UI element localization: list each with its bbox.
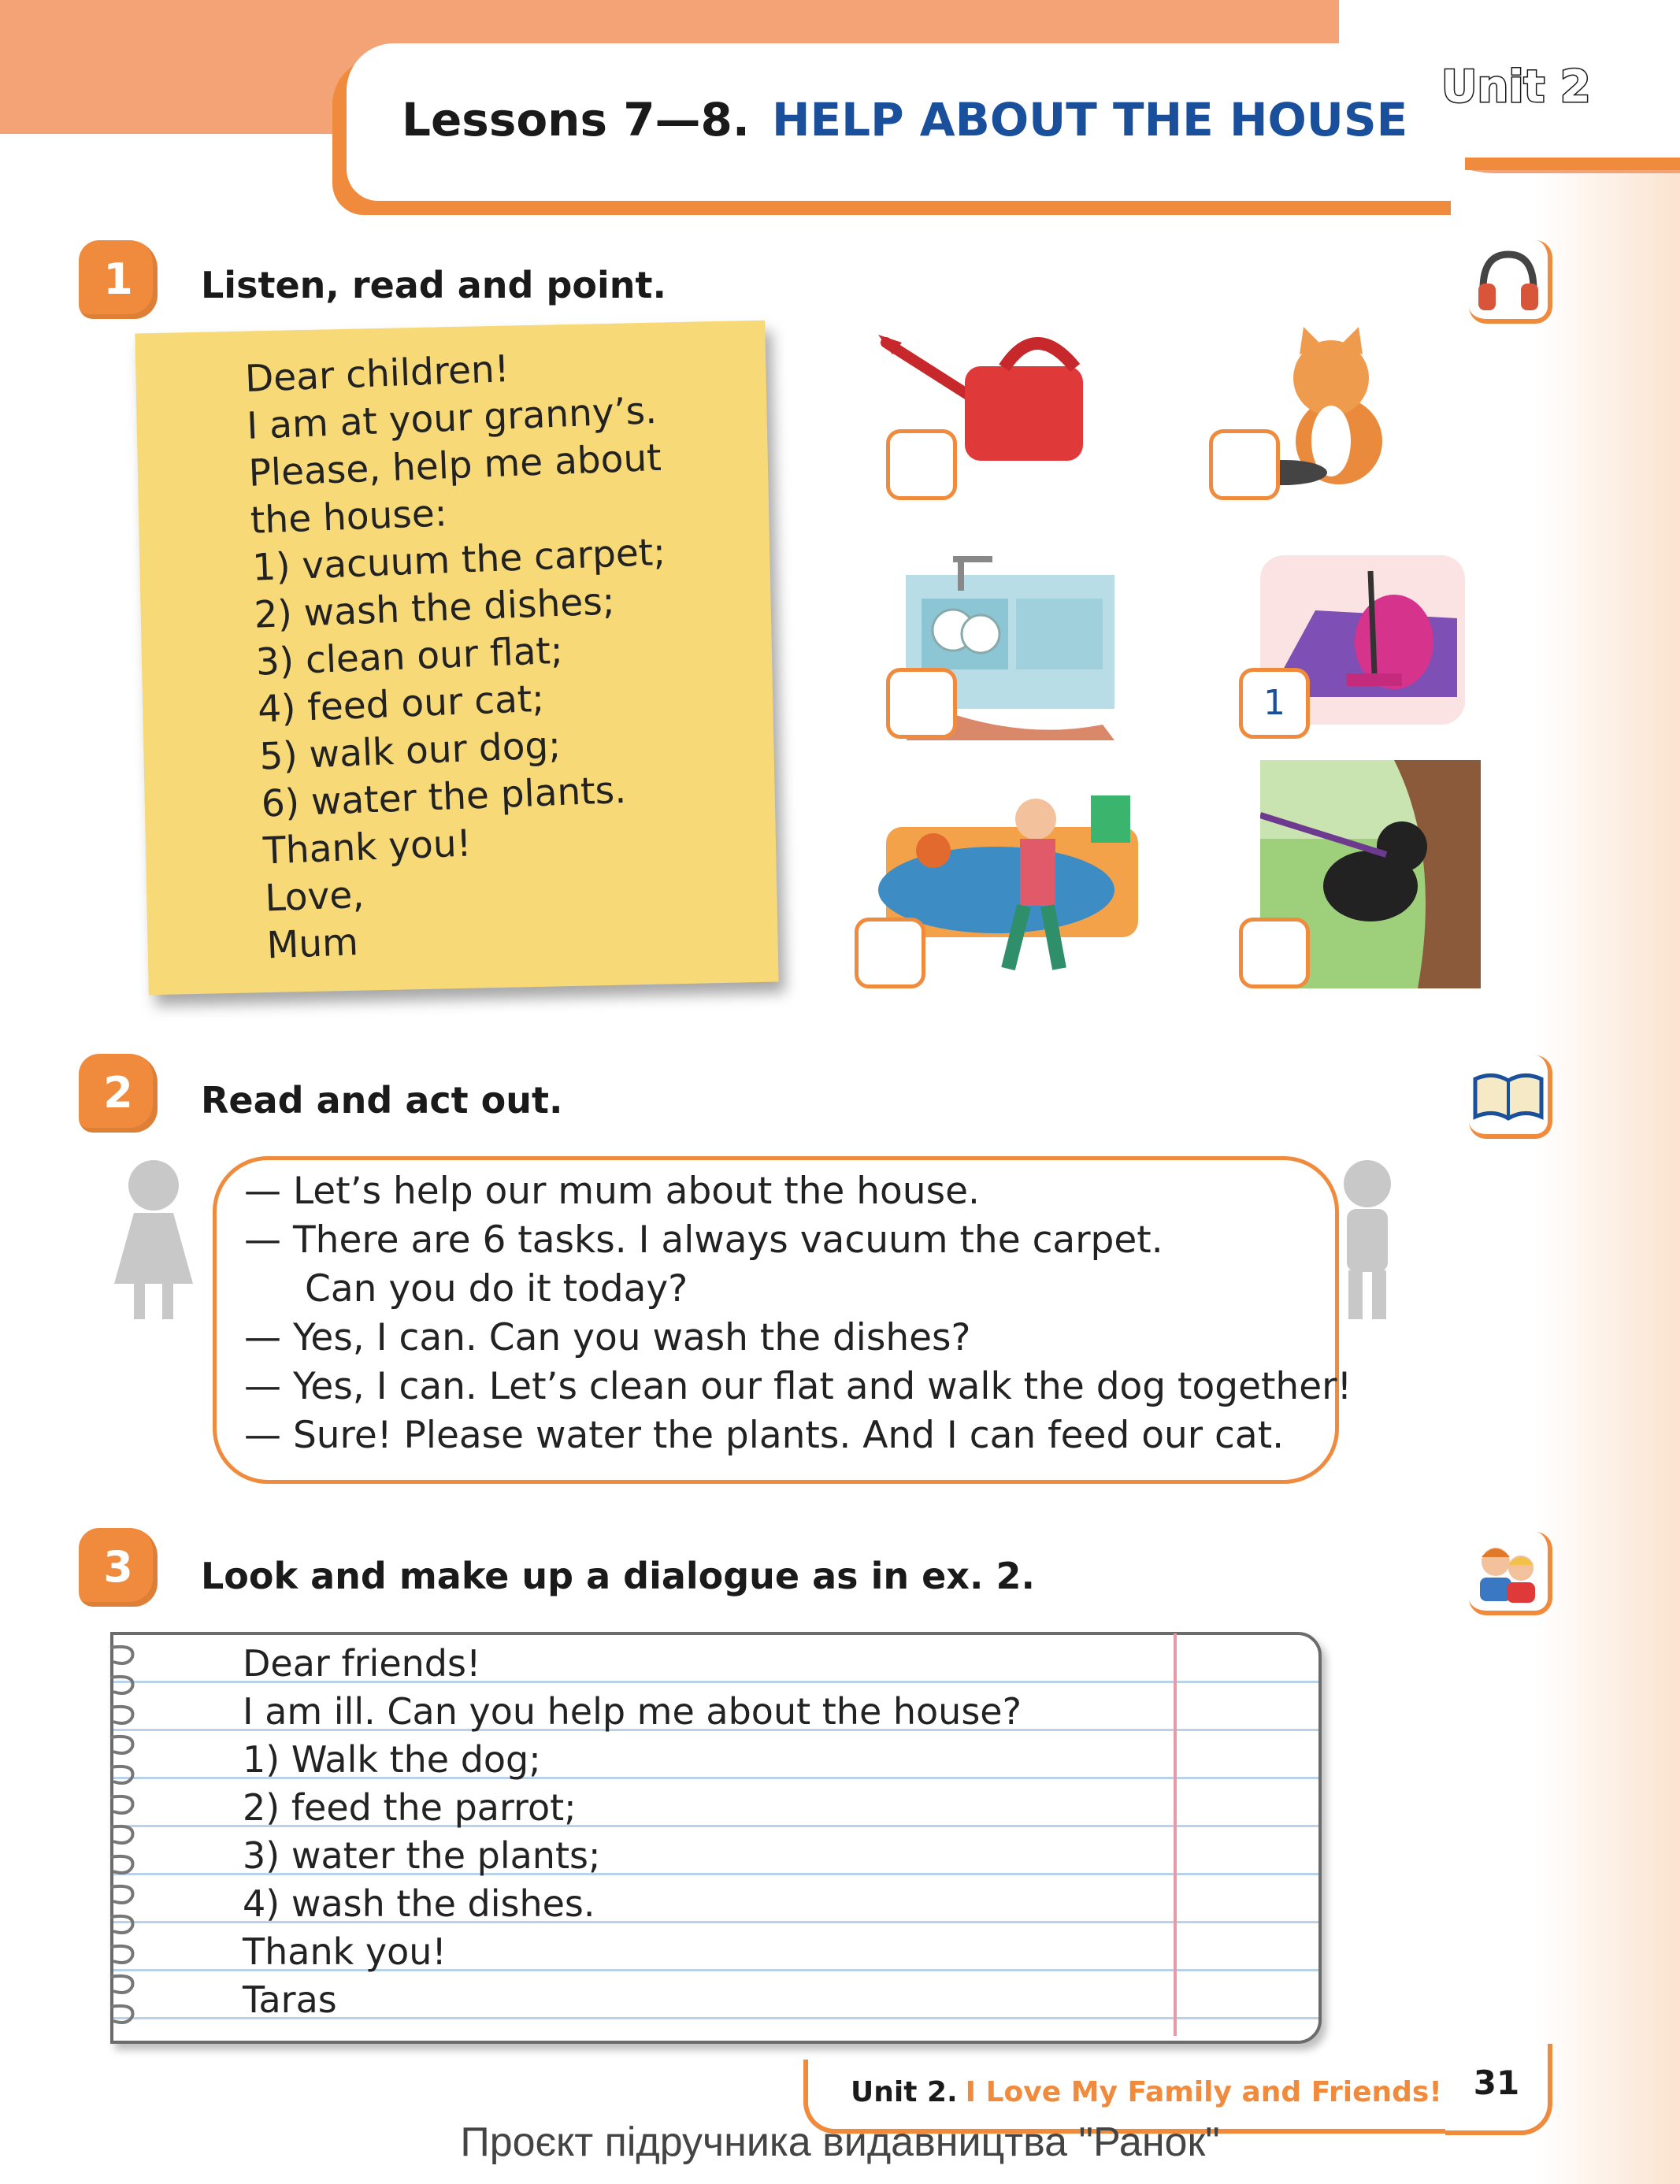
notebook-text <box>243 1640 1266 2024</box>
dialogue-line: — Sure! Please water the plants. And I can feed our cat. <box>244 1414 1285 1457</box>
lesson-title: HELP ABOUT THE HOUSE <box>771 93 1408 146</box>
answer-box-sink[interactable] <box>886 668 957 739</box>
notebook-spiral-icon <box>104 1640 142 2034</box>
note-line: 2) wash the dishes; <box>253 580 616 637</box>
note-line: 1) vacuum the carpet; <box>251 530 667 590</box>
note-line: the house: <box>249 491 448 543</box>
dialogue-line: — There are 6 tasks. I always vacuum the carpet. <box>244 1218 1163 1262</box>
open-book-icon <box>1469 1055 1552 1139</box>
right-gradient-strip <box>1536 158 1680 2184</box>
dialogue-line: Can you do it today? <box>305 1267 688 1311</box>
exercise-3-instruction: Look and make up a dialogue as in ex. 2. <box>201 1555 1035 1597</box>
dialogue-text <box>244 1167 1352 1460</box>
exercise-3-number: 3 <box>79 1528 158 1607</box>
footer-unit-heading <box>851 2076 1442 2108</box>
answer-box-cat[interactable] <box>1209 429 1280 500</box>
answer-box-vacuum[interactable]: 1 <box>1239 668 1310 739</box>
notebook-line: Thank you! <box>243 1930 447 1973</box>
note-line: I am at your granny’s. <box>246 388 658 448</box>
lesson-label: Lessons 7—8. <box>402 93 750 146</box>
footer-unit-title: I Love My Family and Friends! <box>965 2076 1442 2108</box>
dialogue-line: — Let’s help our mum about the house. <box>244 1170 980 1213</box>
note-line: 4) feed our cat; <box>257 677 546 732</box>
notebook-line: 1) Walk the dog; <box>243 1738 541 1781</box>
footer-unit-label: Unit 2. <box>851 2076 958 2108</box>
dialogue-line: — Yes, I can. Let’s clean our flat and walk the dog together! <box>244 1365 1352 1408</box>
pair-work-icon <box>1469 1532 1552 1615</box>
notebook-line: 2) feed the parrot; <box>243 1786 577 1829</box>
exercise-2-instruction: Read and act out. <box>201 1079 563 1122</box>
exercise-2-number: 2 <box>79 1054 158 1133</box>
lesson-heading <box>402 93 1407 146</box>
notebook-line: 4) wash the dishes. <box>243 1882 595 1925</box>
exercise-1-number: 1 <box>79 240 158 319</box>
page-number: 31 <box>1445 2044 1552 2135</box>
note-line: Thank you! <box>262 821 473 873</box>
note-line: Please, help me about <box>247 436 662 495</box>
publisher-caption: Проєкт підручника видавництва "Ранок" <box>460 2119 1220 2165</box>
headphones-icon <box>1469 240 1552 324</box>
answer-box-boy-cleaning[interactable] <box>855 918 925 988</box>
notebook-line: I am ill. Can you help me about the house? <box>243 1690 1022 1733</box>
answer-box-watering-can[interactable] <box>886 429 957 500</box>
dialogue-line: — Yes, I can. Can you wash the dishes? <box>244 1316 971 1359</box>
note-line: 3) clean our flat; <box>254 629 564 684</box>
notebook-line: 3) water the plants; <box>243 1834 601 1877</box>
note-text <box>244 335 818 970</box>
note-line: Mum <box>265 921 359 968</box>
note-line: 6) water the plants. <box>260 768 628 826</box>
notebook-line: Taras <box>243 1978 337 2021</box>
unit-badge: Unit 2 <box>1441 61 1591 113</box>
notebook-line: Dear friends! <box>243 1642 481 1685</box>
note-line: Love, <box>264 873 365 921</box>
exercise-1-instruction: Listen, read and point. <box>201 264 666 306</box>
note-line: 5) walk our dog; <box>258 723 562 779</box>
note-line: Dear children! <box>244 347 510 401</box>
answer-box-dog[interactable] <box>1239 918 1310 988</box>
girl-silhouette-icon <box>110 1154 197 1323</box>
